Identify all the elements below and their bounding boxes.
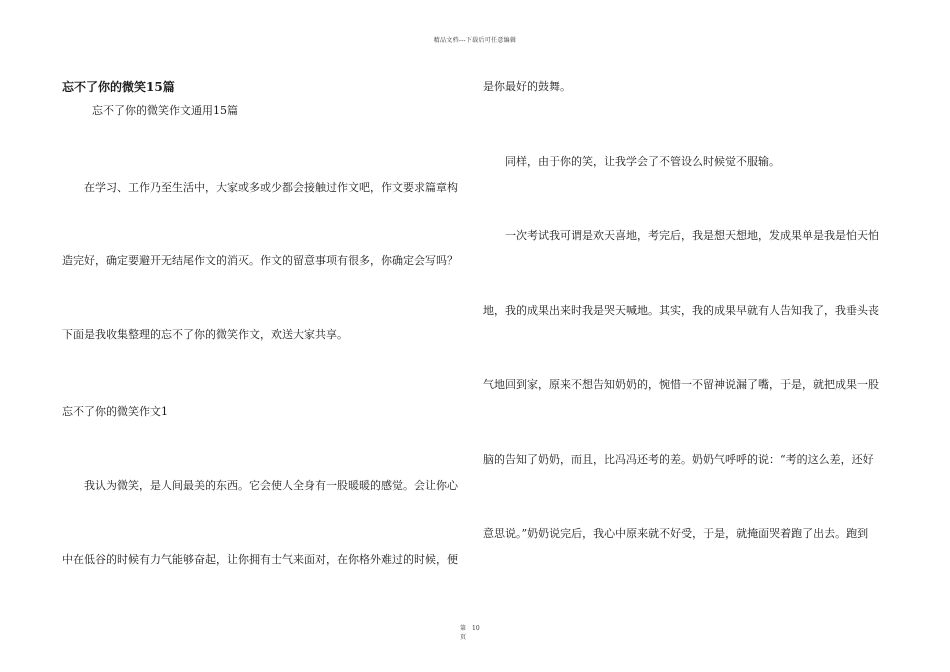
page-label-bottom: 页 (460, 634, 467, 641)
document-subtitle: 忘不了你的微笑作文通用15篇 (92, 104, 238, 117)
paragraph-line: 在学习、工作乃至生活中，大家或多或少都会接触过作文吧，作文要求篇章构 (84, 181, 458, 194)
paragraph-line: 气地回到家，原来不想告知奶奶的，惋惜一不留神说漏了嘴，于是，就把成果一股 (483, 378, 879, 391)
page-label-top: 第 (460, 625, 467, 632)
document-title: 忘不了你的微笑15篇 (62, 80, 175, 94)
paragraph-line: 中在低谷的时候有力气能够奋起，让你拥有士气来面对，在你格外难过的时候，便 (62, 553, 458, 566)
paragraph-line: 是你最好的鼓舞。 (483, 80, 571, 93)
section-heading: 忘不了你的微笑作文1 (62, 405, 168, 418)
paragraph-line: 地，我的成果出来时我是哭天喊地。其实，我的成果早就有人告知我了，我垂头丧 (483, 304, 879, 317)
page-header: 精品文档---下载后可任意编辑 (433, 37, 517, 44)
paragraph-line: 脑的告知了奶奶，而且，比冯冯还考的差。奶奶气呼呼的说：“考的这么差，还好 (483, 453, 874, 466)
paragraph-line: 同样，由于你的笑，让我学会了不管设么时候觉不服输。 (505, 155, 780, 168)
paragraph-line: 意思说。”奶奶说完后，我心中原来就不好受，于是，就掩面哭着跑了出去。跑到 (483, 527, 869, 540)
paragraph-line: 一次考试我可谓是欢天喜地，考完后，我是想天想地，发成果单是我是怕天怕 (505, 229, 879, 242)
page-footer (460, 624, 480, 642)
paragraph-line: 造完好，确定要避开无结尾作文的消灭。作文的留意事项有很多，你确定会写吗？ (62, 254, 458, 267)
page-number: 10 (472, 625, 480, 632)
paragraph-line: 下面是我收集整理的忘不了你的微笑作文，欢送大家共享。 (62, 328, 348, 341)
paragraph-line: 我认为微笑，是人间最美的东西。它会使人全身有一股暖暖的感觉。会让你心 (84, 479, 458, 492)
